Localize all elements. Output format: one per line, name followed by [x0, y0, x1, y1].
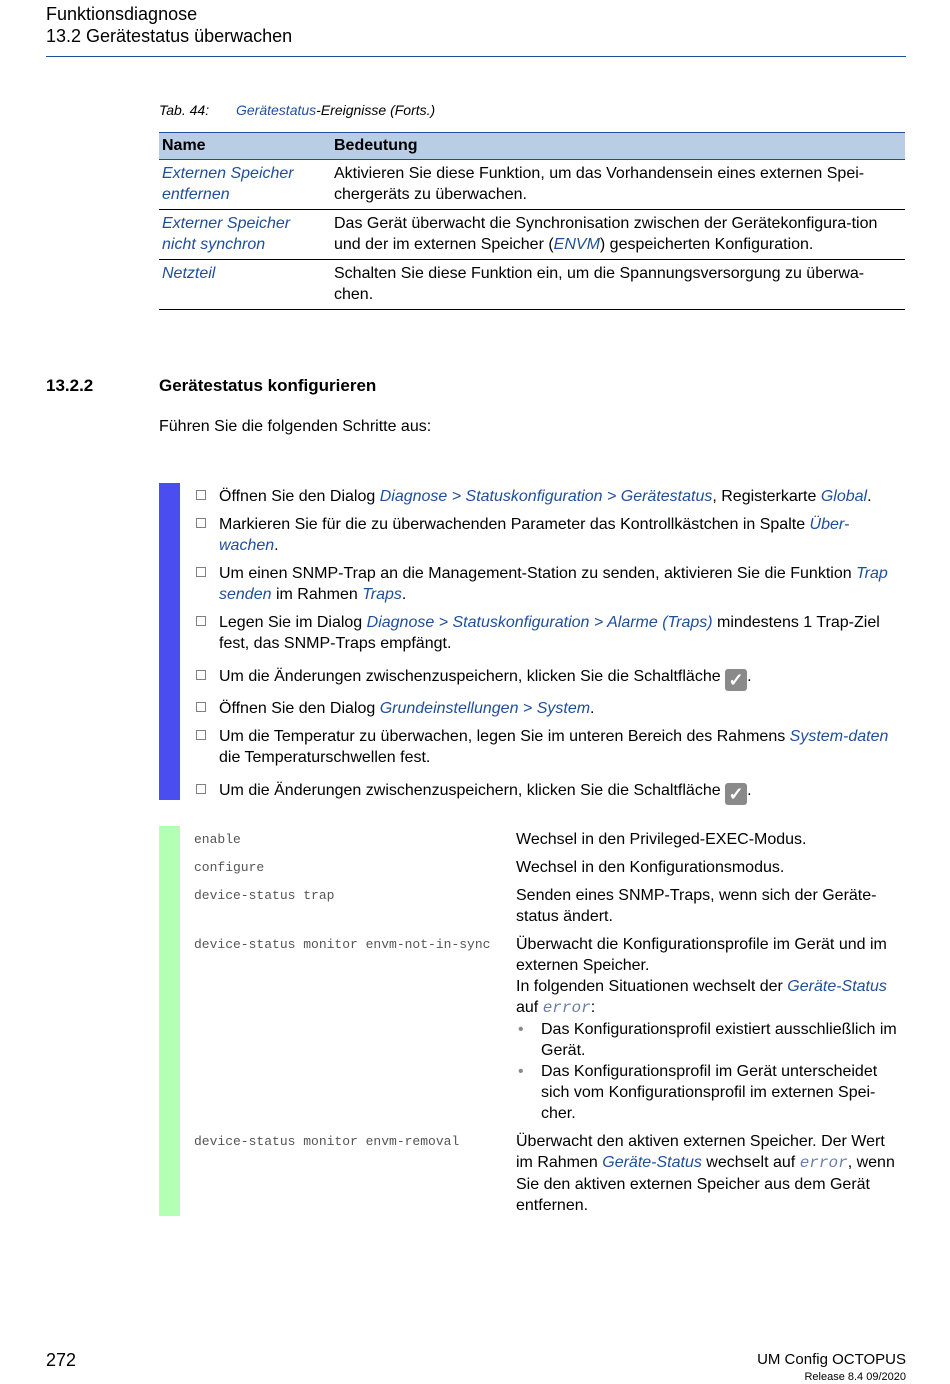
caption-link[interactable]: Gerätestatus: [236, 102, 317, 118]
col-meaning-header: Bedeutung: [331, 133, 905, 160]
checkbox-icon: [196, 670, 206, 680]
checkbox-icon: [196, 730, 206, 740]
cli-command: device-status monitor envm-removal: [194, 1134, 460, 1149]
col-name-header: Name: [159, 133, 331, 160]
desc-text: :: [590, 999, 596, 1016]
cli-command: device-status monitor envm-not-in-sync: [194, 937, 491, 952]
cli-command: configure: [194, 860, 265, 875]
bullet-icon: •: [518, 1021, 524, 1038]
step-text: im Rahmen: [271, 586, 363, 603]
step-item: [194, 666, 906, 691]
frame-link[interactable]: System-daten: [789, 728, 889, 745]
step-text: mindestens 1 Trap-Ziel fest, das SNMP-Traps empfängt.: [219, 614, 880, 652]
gui-steps: [194, 486, 906, 812]
row-meaning: [331, 160, 905, 210]
section-title: 13.2 Gerätestatus überwachen: [46, 26, 293, 46]
step-text: .: [590, 700, 595, 717]
step-text: .: [747, 668, 752, 685]
step-text: Öffnen Sie den Dialog: [219, 700, 380, 717]
step-text: .: [401, 586, 407, 603]
step-text: die Temperaturschwellen fest.: [219, 749, 431, 766]
subsection-title: Gerätestatus konfigurieren: [159, 376, 377, 395]
checkbox-icon: [196, 567, 206, 577]
step-item: [194, 698, 906, 719]
table-caption: [159, 102, 435, 118]
desc-text: In folgenden Situationen wechselt der: [516, 978, 788, 995]
checkmark-save-icon[interactable]: ✓: [725, 783, 747, 805]
page-number: 272: [46, 1350, 77, 1370]
step-text: .: [747, 782, 752, 799]
table-header-row: [159, 133, 905, 160]
step-text: Legen Sie im Dialog: [219, 614, 367, 631]
column-link[interactable]: Über-wachen: [219, 516, 850, 554]
row-meaning: [331, 260, 905, 310]
cli-row: [194, 934, 906, 1124]
table-row: [159, 160, 905, 210]
checkbox-icon: [196, 616, 206, 626]
row-meaning-text: Schalten Sie diese Funktion ein, um die Spannungsversorgung zu überwa-chen.: [334, 265, 865, 303]
bullet-text: Das Konfigurationsprofil existiert ausschließlich im Gerät.: [541, 1021, 897, 1059]
cli-description: Wechsel in den Privileged-EXEC-Modus.: [516, 831, 807, 848]
caption-text: -Ereignisse (Forts.): [316, 102, 436, 118]
envm-link[interactable]: ENVM: [553, 236, 600, 253]
cli-row: [194, 829, 906, 850]
checkbox-icon: [196, 490, 206, 500]
step-text: Markieren Sie für die zu überwachenden Parameter das Kontrollkästchen in Spalte: [219, 516, 810, 533]
step-item: [194, 726, 906, 768]
step-text: .: [274, 537, 279, 554]
cli-description-text: Überwacht die Konfigurationsprofile im Gerät und im externen Speicher.: [516, 936, 887, 974]
subsection-number: 13.2.2: [46, 376, 94, 395]
cli-steps: [194, 829, 906, 1223]
frame-link[interactable]: Traps: [362, 586, 402, 603]
step-item: [194, 780, 906, 805]
row-meaning-text: Aktivieren Sie diese Funktion, um das Vorhandensein eines externen Spei-chergeräts zu überwachen.: [334, 165, 865, 203]
error-value: error: [799, 1154, 848, 1172]
cli-description: [516, 1131, 906, 1216]
step-text: Um einen SNMP-Trap an die Management-Station zu senden, aktivieren Sie die Funktion: [219, 565, 857, 582]
cli-row: [194, 1131, 906, 1216]
row-meaning-text: ) gespeicherten Konfiguration.: [599, 236, 814, 253]
table-row: [159, 210, 905, 260]
dialog-link[interactable]: Grundeinstellungen > System: [379, 700, 591, 717]
geraete-status-link[interactable]: Geräte-Status: [602, 1154, 702, 1171]
row-name[interactable]: Externer Speicher nicht synchron: [159, 210, 331, 260]
dialog-link[interactable]: Diagnose > Statuskonfiguration > Alarme (Traps): [366, 614, 713, 631]
document-title: UM Config OCTOPUS: [757, 1351, 906, 1368]
step-text: .: [867, 488, 872, 505]
error-value: error: [542, 999, 591, 1017]
bullet-item: [516, 1019, 906, 1061]
row-meaning-text: Das Gerät überwacht die Synchronisation zwischen der Gerätekonfigura-tion und der im externen Speicher (: [334, 215, 878, 253]
desc-text: wechselt auf: [701, 1154, 800, 1171]
desc-text: auf: [516, 999, 543, 1016]
header-rule: [46, 56, 906, 57]
step-text: , Registerkarte: [712, 488, 821, 505]
cli-row: [194, 857, 906, 878]
tab-link[interactable]: Global: [820, 488, 868, 505]
checkmark-save-icon[interactable]: ✓: [725, 669, 747, 691]
events-table: [159, 132, 905, 310]
step-text: Um die Temperatur zu überwachen, legen Sie im unteren Bereich des Rahmens: [219, 728, 790, 745]
intro-text: Führen Sie die folgenden Schritte aus:: [159, 418, 432, 435]
desc-text: , wenn Sie den aktiven externen Speicher aus dem Gerät entfernen.: [516, 1154, 895, 1214]
step-item: [194, 514, 906, 556]
cli-description: [516, 934, 906, 1124]
step-item: [194, 563, 906, 605]
cli-command: enable: [194, 832, 241, 847]
step-text: Um die Änderungen zwischenzuspeichern, klicken Sie die Schaltfläche: [219, 668, 726, 685]
checkbox-icon: [196, 518, 206, 528]
cli-steps-bar: [159, 826, 180, 1216]
checkbox-icon: [196, 702, 206, 712]
function-link[interactable]: Trap senden: [219, 565, 888, 603]
cli-description-text: [516, 976, 906, 1019]
desc-text: Überwacht den aktiven externen Speicher. Der Wert im Rahmen: [516, 1133, 885, 1171]
row-name[interactable]: Externen Speicher entfernen: [159, 160, 331, 210]
cli-description: Wechsel in den Konfigurationsmodus.: [516, 859, 785, 876]
table-row: [159, 260, 905, 310]
checkbox-icon: [196, 784, 206, 794]
cli-row: [194, 885, 906, 927]
table-number: Tab. 44:: [159, 102, 210, 118]
step-text: Öffnen Sie den Dialog: [219, 488, 380, 505]
step-item: [194, 486, 906, 507]
gui-steps-bar: [159, 483, 180, 800]
cli-command: device-status trap: [194, 888, 335, 903]
dialog-link[interactable]: Diagnose > Statuskonfiguration > Gerätestatus: [379, 488, 713, 505]
cli-description: Senden eines SNMP-Traps, wenn sich der Geräte-status ändert.: [516, 887, 877, 925]
row-name[interactable]: Netzteil: [159, 260, 331, 310]
bullet-icon: •: [518, 1063, 524, 1080]
row-meaning: [331, 210, 905, 260]
bullet-item: [516, 1061, 906, 1124]
chapter-title: Funktionsdiagnose: [46, 4, 198, 24]
step-item: [194, 612, 906, 654]
bullet-text: Das Konfigurationsprofil im Gerät unterscheidet sich vom Konfigurationsprofil im externen Spei-cher.: [541, 1063, 878, 1122]
geraete-status-link[interactable]: Geräte-Status: [787, 978, 887, 995]
step-text: Um die Änderungen zwischenzuspeichern, klicken Sie die Schaltfläche: [219, 782, 726, 799]
release-info: Release 8.4 09/2020: [804, 1371, 906, 1383]
